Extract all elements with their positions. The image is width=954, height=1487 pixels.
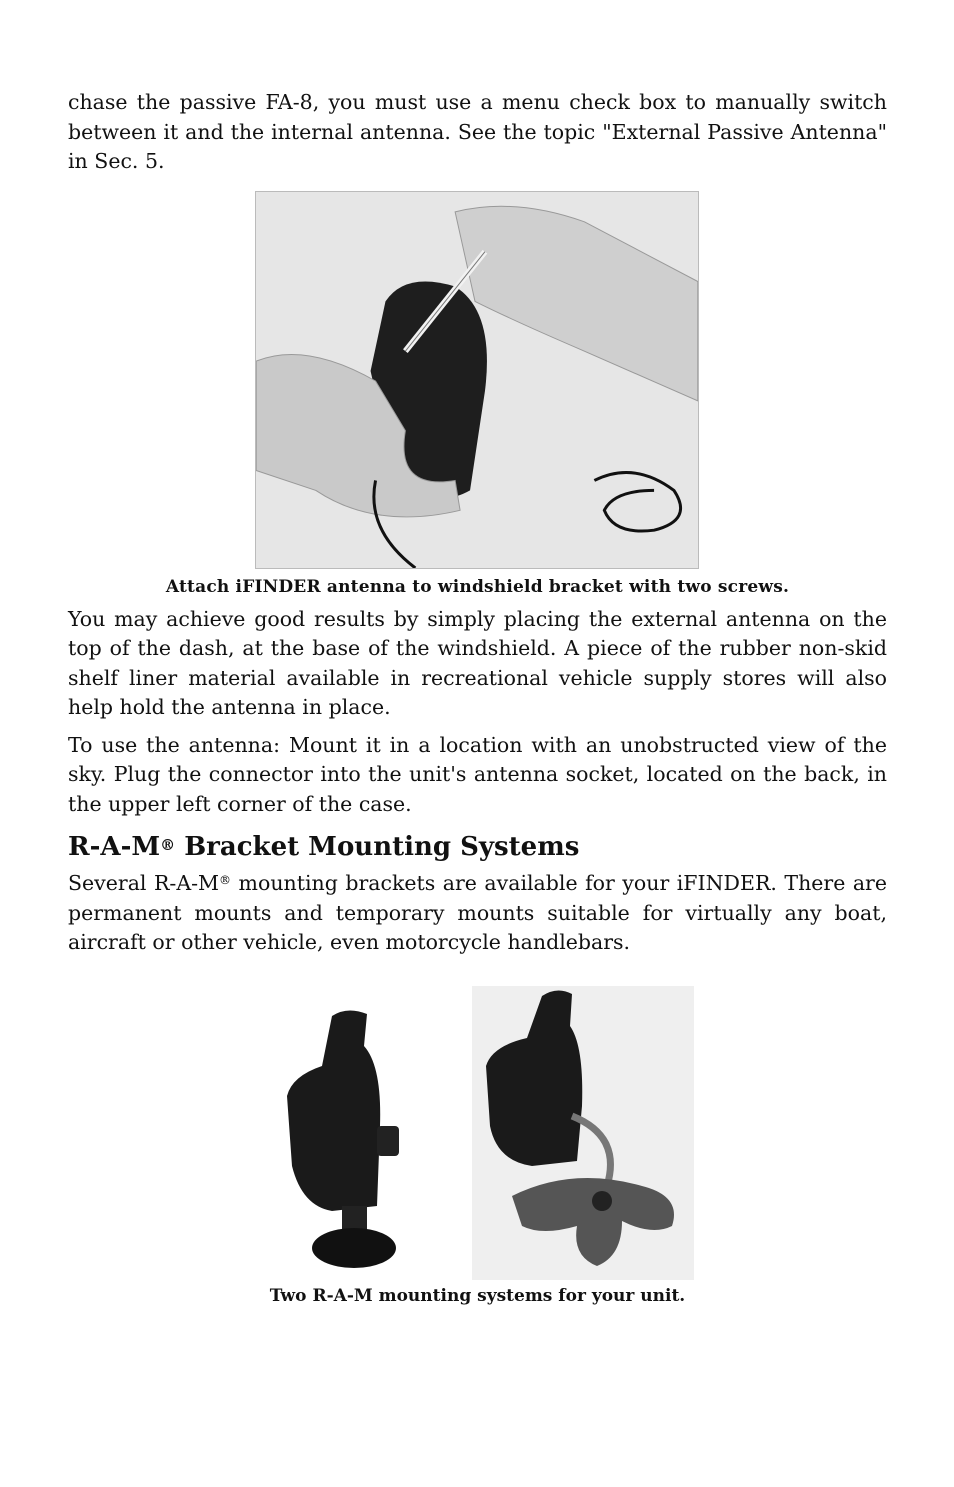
antenna-photo	[255, 191, 699, 569]
section-heading	[68, 831, 887, 863]
section-para-prefix: Several R-A-M	[68, 871, 220, 895]
heading-prefix: R-A-M	[68, 832, 161, 862]
registered-mark: ®	[160, 836, 176, 854]
paragraph-usage: To use the antenna: Mount it in a location with an unobstructed view of the sky. Plug the connector into the unit's antenna socket, located on the back, in the upper left corner of the case.	[68, 732, 887, 816]
paragraph-placement: You may achieve good results by simply placing the external antenna on the top of the dash, at the base of the windshield. A piece of the rubber non-skid shelf liner material available in recreational vehicle supply stores will also help hold the antenna in place.	[68, 606, 887, 719]
section-para-suffix: mounting brackets are available for your iFINDER. There are permanent mounts and temporary mounts suitable for virtually any boat, aircraft or other vehicle, even motorcycle handlebars.	[68, 871, 887, 954]
page-content	[68, 88, 887, 1306]
figure2-caption: Two R-A-M mounting systems for your unit.	[269, 1285, 686, 1306]
registered-mark-inline: ®	[219, 873, 232, 887]
intro-paragraph: chase the passive FA-8, you must use a menu check box to manually switch between it and the internal antenna. See the topic "External Passive Antenna" in Sec. 5.	[68, 90, 887, 173]
ram-permanent-mount-photo	[272, 1006, 422, 1274]
figure1-caption: Attach iFINDER antenna to windshield bracket with two screws.	[165, 576, 790, 597]
heading-suffix: Bracket Mounting Systems	[175, 832, 580, 862]
ram-mounts-figure	[68, 986, 887, 1282]
ram-flexible-mount-photo	[472, 986, 694, 1280]
section-paragraph	[68, 869, 887, 958]
